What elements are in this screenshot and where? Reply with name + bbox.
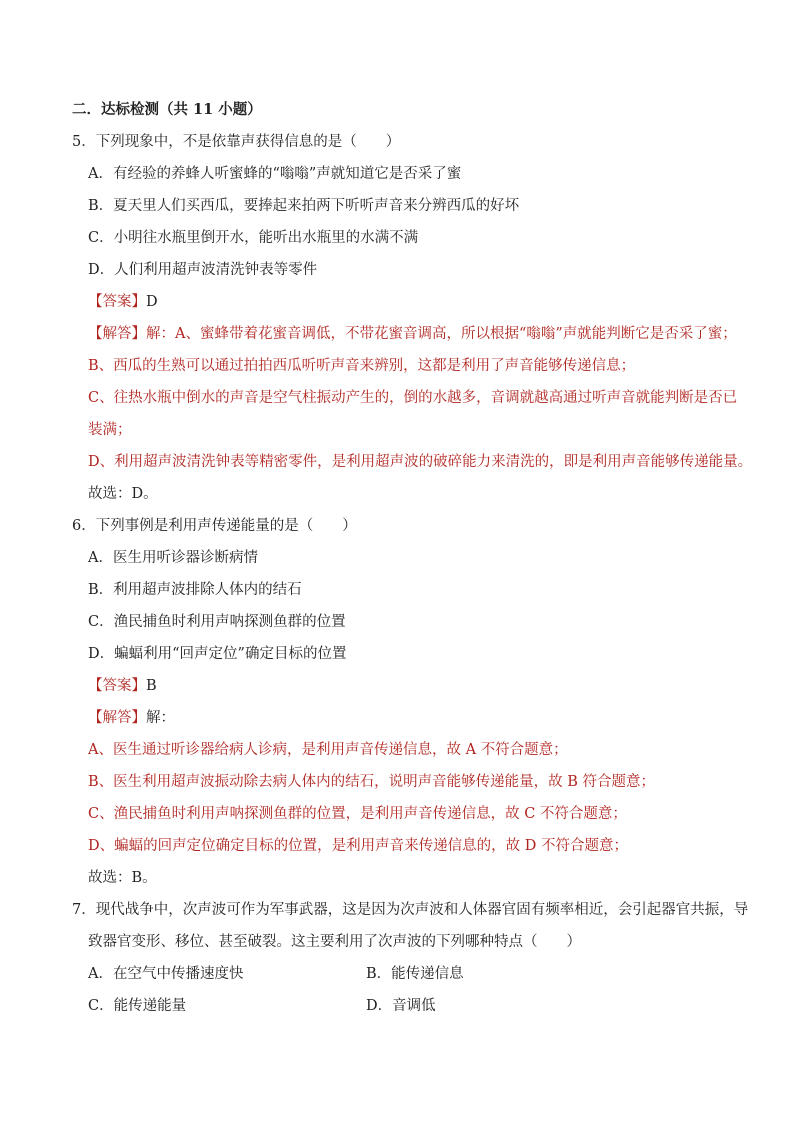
answer-value: D: [146, 294, 158, 310]
q6-analysis-line: B、医生利用超声波振动除去病人体内的结石，说明声音能够传递能量，故 B 符合题意；: [88, 774, 656, 790]
answer-label: 【答案】: [88, 678, 146, 694]
q6-analysis-line: A、医生通过听诊器给病人诊病，是利用声音传递信息，故 A 不符合题意；: [88, 742, 568, 758]
analysis-text: 解：: [146, 710, 175, 726]
q5-answer: [88, 292, 158, 312]
q5-option-d: D．人们利用超声波清洗钟表等零件: [88, 262, 318, 278]
q6-analysis-lead: [88, 708, 175, 728]
q7-options-row: [88, 964, 738, 984]
q5-option-c: C．小明往水瓶里倒开水，能听出水瓶里的水满不满: [88, 230, 419, 246]
q5-option-b: B．夏天里人们买西瓜，要捧起来拍两下听听声音来分辨西瓜的好坏: [88, 198, 520, 214]
q6-option-b: B．利用超声波排除人体内的结石: [88, 582, 302, 598]
q7-option-d: D．音调低: [366, 998, 436, 1014]
q7-option-b: B．能传递信息: [366, 966, 464, 982]
question-6-stem: 6．下列事例是利用声传递能量的是（ ）: [72, 518, 357, 534]
question-7-stem-cont: 致器官变形、移位、甚至破裂。这主要利用了次声波的下列哪种特点（ ）: [88, 934, 581, 950]
q6-analysis-line: D、蝙蝠的回声定位确定目标的位置，是利用声音来传递信息的，故 D 不符合题意；: [88, 838, 628, 854]
q5-conclusion: 故选：D。: [88, 486, 158, 502]
analysis-label: 【解答】: [88, 326, 146, 342]
q5-analysis-line: 装满；: [88, 422, 132, 438]
answer-label: 【答案】: [88, 294, 146, 310]
q6-option-a: A．医生用听诊器诊断病情: [88, 550, 258, 566]
q7-option-a: A．在空气中传播速度快: [88, 966, 244, 982]
q6-answer: [88, 676, 157, 696]
q6-option-d: D．蝙蝠利用“回声定位”确定目标的位置: [88, 646, 347, 662]
q5-option-a: A．有经验的养蜂人听蜜蜂的“嗡嗡”声就知道它是否采了蜜: [88, 166, 462, 182]
q5-analysis-line: D、利用超声波清洗钟表等精密零件，是利用超声波的破碎能力来清洗的，即是利用声音能够传递能量。: [88, 454, 753, 470]
question-5-stem: 5．下列现象中，不是依靠声获得信息的是（ ）: [72, 134, 401, 150]
q7-option-c: C．能传递能量: [88, 998, 187, 1014]
q5-analysis-line: B、西瓜的生熟可以通过拍拍西瓜听听声音来辨别，这都是利用了声音能够传递信息；: [88, 358, 636, 374]
q5-analysis-line: C、往热水瓶中倒水的声音是空气柱振动产生的，倒的水越多，音调就越高通过听声音就能判断是否已: [88, 390, 738, 406]
analysis-label: 【解答】: [88, 710, 146, 726]
analysis-text: 解：A、蜜蜂带着花蜜音调低，不带花蜜音调高，所以根据“嗡嗡”声就能判断它是否采了蜜；: [146, 326, 737, 342]
q7-options-row: [88, 996, 738, 1016]
q6-option-c: C．渔民捕鱼时利用声呐探测鱼群的位置: [88, 614, 346, 630]
q6-analysis-line: C、渔民捕鱼时利用声呐探测鱼群的位置，是利用声音传递信息，故 C 不符合题意；: [88, 806, 627, 822]
section-title: 二．达标检测（共 11 小题）: [72, 101, 262, 118]
answer-value: B: [146, 678, 157, 694]
question-7-stem: 7．现代战争中，次声波可作为军事武器，这是因为次声波和人体器官固有频率相近，会引起器官共振，导: [72, 902, 749, 918]
q6-conclusion: 故选：B。: [88, 870, 157, 886]
q5-analysis-lead: [88, 324, 737, 344]
